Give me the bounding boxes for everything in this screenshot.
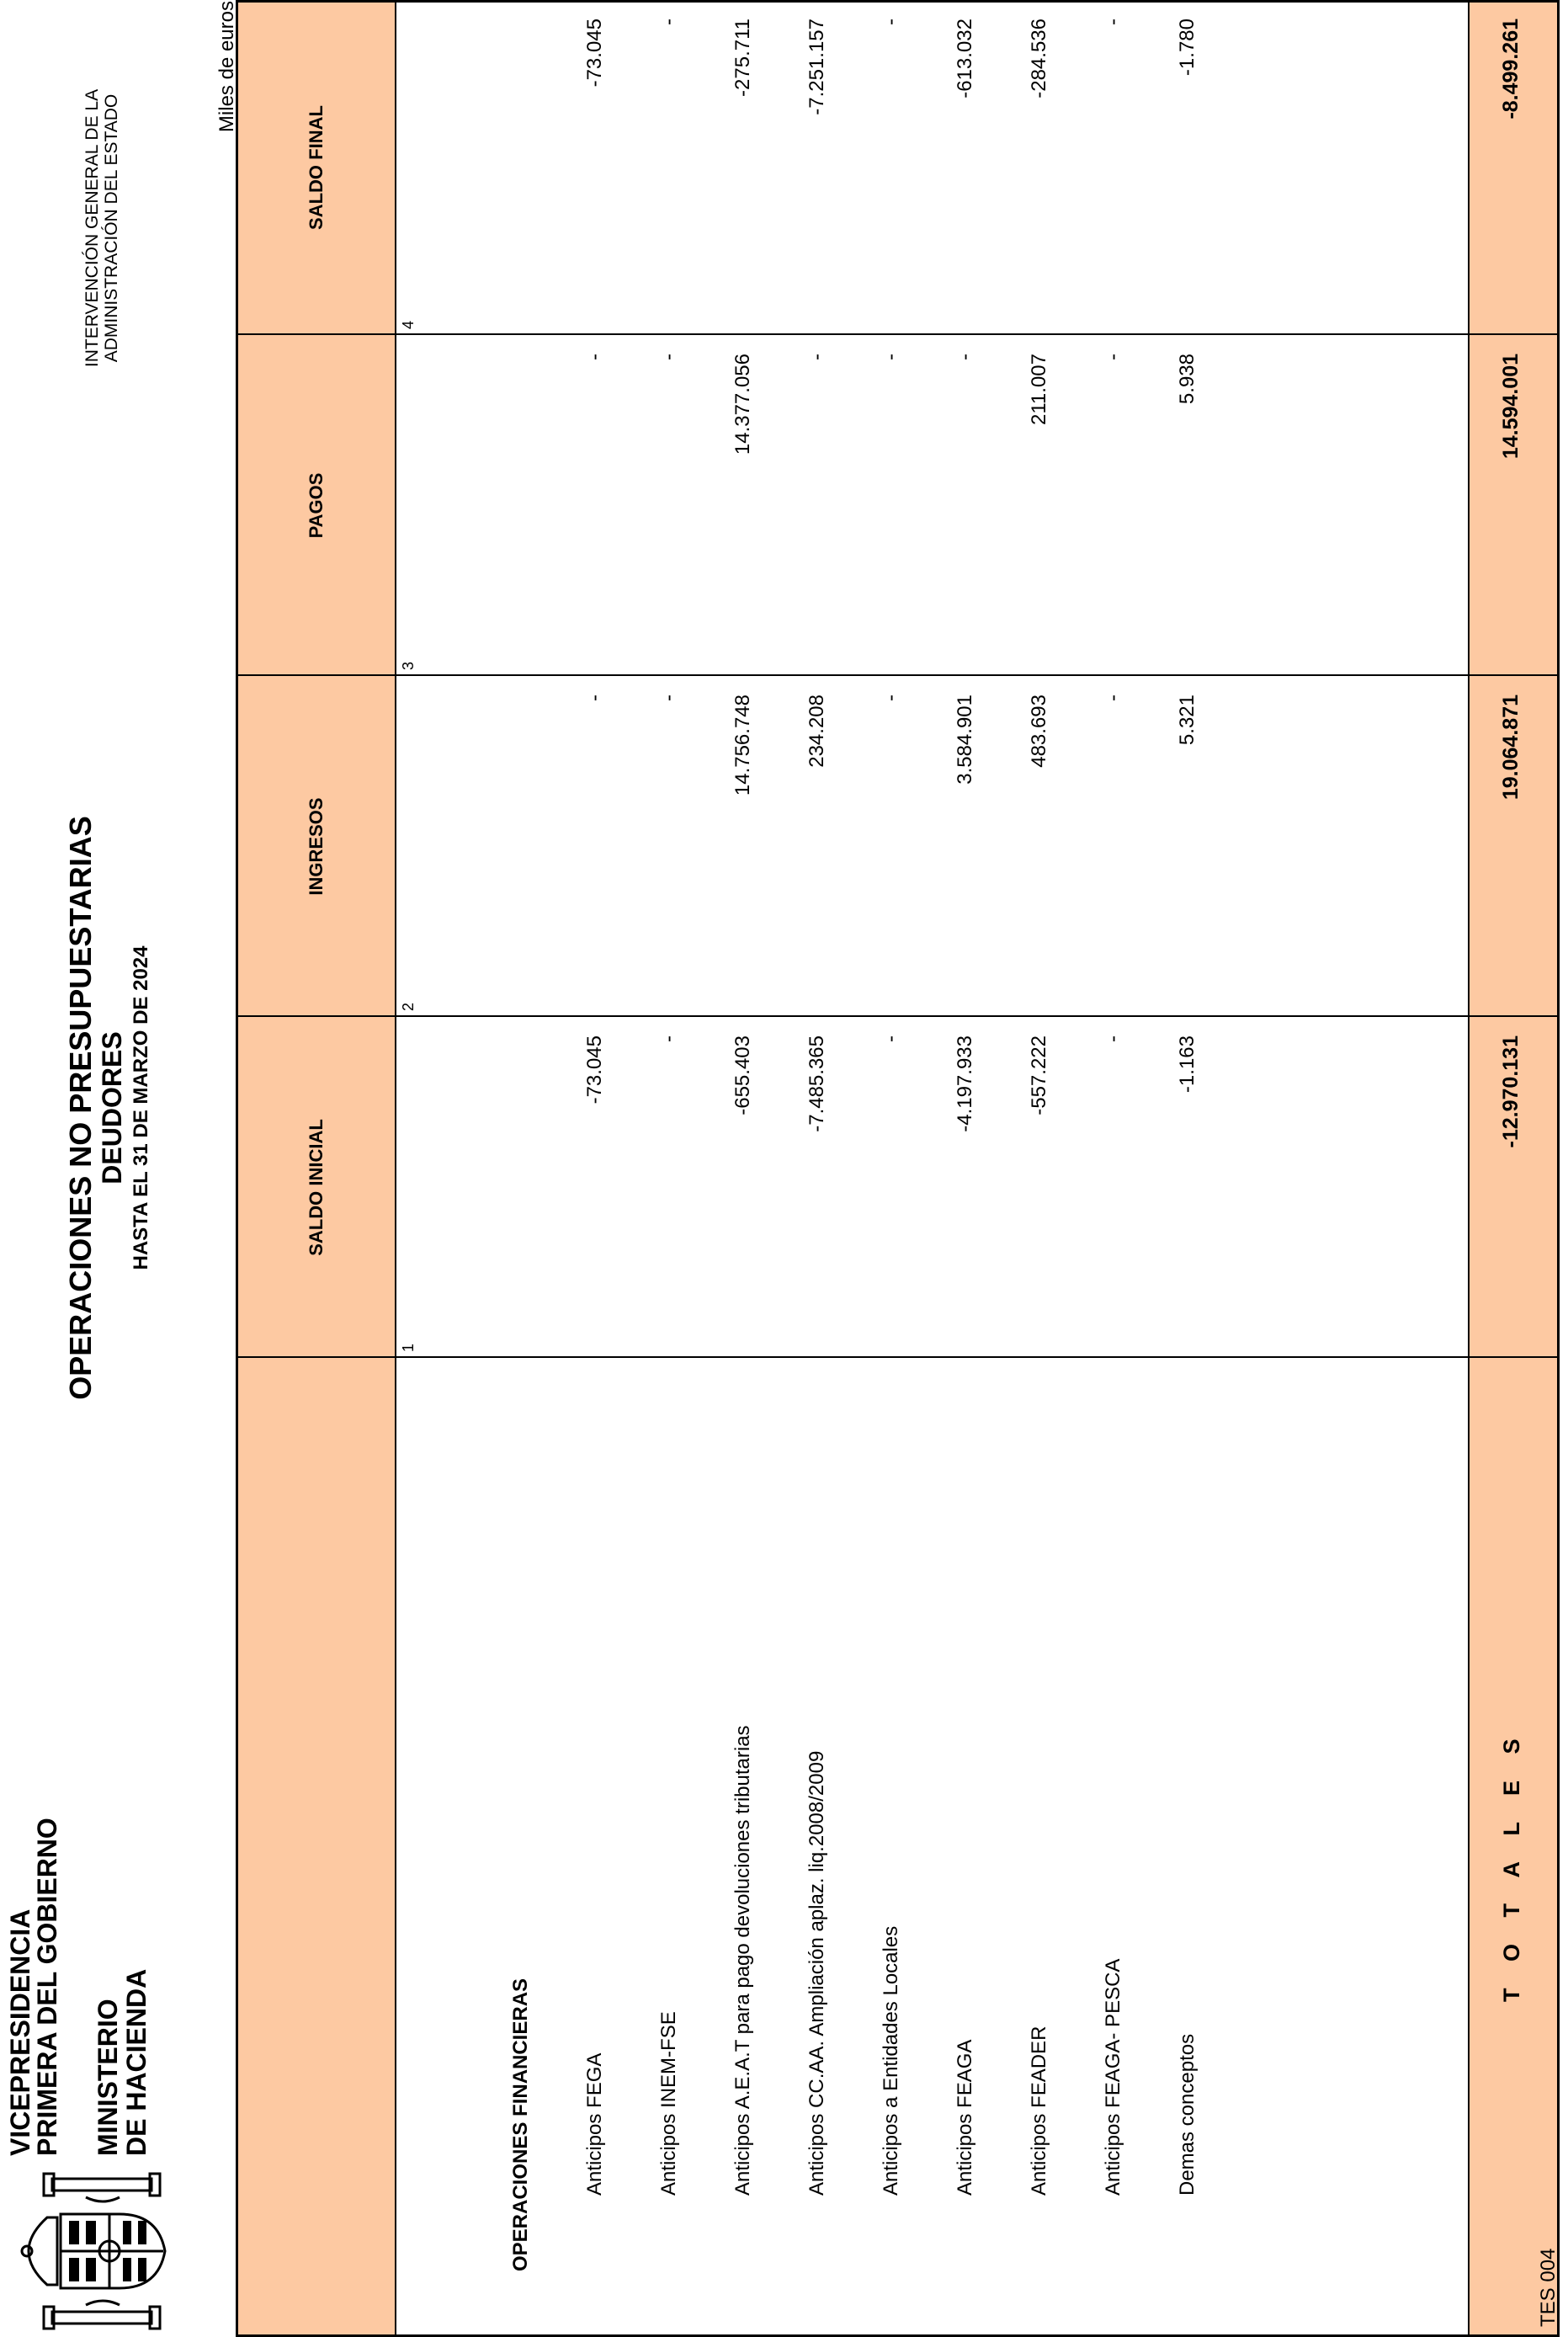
cell-ingresos: - xyxy=(880,695,902,701)
cell-saldo-inicial: - xyxy=(880,1035,902,1042)
cell-saldo-inicial: -655.403 xyxy=(731,1035,754,1115)
totals-label: T O T A L E S xyxy=(1499,1728,1524,2002)
cell-saldo-inicial: -557.222 xyxy=(1028,1035,1050,1115)
cell-saldo-final: - xyxy=(1102,19,1124,25)
total-saldo-final: -8.499.261 xyxy=(1499,19,1523,120)
form-code: TES 004 xyxy=(1537,2248,1560,2327)
cell-saldo-inicial: - xyxy=(1102,1035,1124,1042)
totals-divider xyxy=(1468,0,1470,2334)
cell-saldo-inicial: -1.163 xyxy=(1176,1035,1199,1094)
total-ingresos: 19.064.871 xyxy=(1499,695,1523,801)
col-header-ingresos: INGRESOS xyxy=(306,797,327,896)
debtors-table xyxy=(236,0,1560,2337)
coat-of-arms-graphic xyxy=(2,2167,170,2335)
cell-pagos: - xyxy=(880,354,902,360)
units-label: Miles de euros xyxy=(215,1,238,133)
cell-saldo-inicial: -7.485.365 xyxy=(805,1035,828,1132)
cell-saldo-final: -275.711 xyxy=(731,19,754,97)
cell-saldo-inicial: -73.045 xyxy=(583,1035,606,1105)
cell-ingresos: - xyxy=(657,695,680,701)
report-subtitle: DEUDORES xyxy=(97,1031,127,1184)
report-title: OPERACIONES NO PRESUPUESTARIAS xyxy=(63,816,98,1400)
cell-pagos: - xyxy=(583,354,606,360)
col-header-saldo-final: SALDO FINAL xyxy=(306,105,327,230)
cell-pagos: - xyxy=(1102,354,1124,360)
cell-pagos: - xyxy=(657,354,680,360)
col-number-2: 2 xyxy=(400,1002,417,1011)
row-label: Anticipos FEADER xyxy=(1028,2026,1050,2196)
cell-ingresos: - xyxy=(1102,695,1124,701)
row-label: Anticipos CC.AA. Ampliación aplaz. liq.2008/2009 xyxy=(805,1750,828,2196)
cell-pagos: 211.007 xyxy=(1028,354,1050,425)
igae-line-1: INTERVENCIÓN GENERAL DE LA xyxy=(82,88,102,368)
cell-ingresos: 14.756.748 xyxy=(731,695,754,796)
ministry-line-2: DE HACIENDA xyxy=(121,1968,151,2156)
row-label: Demas conceptos xyxy=(1176,2033,1199,2196)
igae-line-2: ADMINISTRACIÓN DEL ESTADO xyxy=(102,93,121,363)
cell-saldo-final: -1.780 xyxy=(1176,19,1199,77)
total-saldo-inicial: -12.970.131 xyxy=(1499,1035,1523,1148)
cell-saldo-final: - xyxy=(657,19,680,25)
cell-saldo-final: -613.032 xyxy=(954,19,976,98)
header-divider xyxy=(395,0,396,2334)
row-label: Anticipos FEAGA- PESCA xyxy=(1102,1958,1124,2196)
cell-saldo-inicial: -4.197.933 xyxy=(954,1035,976,1132)
cell-ingresos: 234.208 xyxy=(805,695,828,768)
org-line-2: PRIMERA DEL GOBIERNO xyxy=(32,1818,62,2156)
cell-ingresos: 483.693 xyxy=(1028,695,1050,768)
cell-pagos: - xyxy=(954,354,976,360)
col-number-1: 1 xyxy=(400,1343,417,1352)
row-label: Anticipos a Entidades Locales xyxy=(880,1925,902,2196)
report-date: HASTA EL 31 DE MARZO DE 2024 xyxy=(130,945,152,1270)
cell-ingresos: - xyxy=(583,695,606,701)
row-label: Anticipos FEAGA xyxy=(954,2039,976,2196)
total-pagos: 14.594.001 xyxy=(1499,354,1523,460)
row-label: Anticipos INEM-FSE xyxy=(657,2011,680,2196)
cell-pagos: - xyxy=(805,354,828,360)
row-label: Anticipos A.E.A.T para pago devoluciones tributarias xyxy=(731,1725,754,2196)
col-number-4: 4 xyxy=(400,320,417,329)
col-header-saldo-inicial: SALDO INICIAL xyxy=(306,1119,327,1256)
igae-label xyxy=(82,30,121,426)
cell-saldo-final: -284.536 xyxy=(1028,19,1050,98)
cell-saldo-inicial: - xyxy=(657,1035,680,1042)
cell-saldo-final: - xyxy=(880,19,902,25)
cell-ingresos: 5.321 xyxy=(1176,695,1199,746)
cell-ingresos: 3.584.901 xyxy=(954,695,976,785)
cell-pagos: 5.938 xyxy=(1176,354,1199,405)
ministry-line-1: MINISTERIO xyxy=(93,1999,123,2156)
section-title: OPERACIONES FINANCIERAS xyxy=(509,1978,532,2271)
row-label: Anticipos FEGA xyxy=(583,2052,606,2196)
cell-saldo-final: -73.045 xyxy=(583,19,606,88)
org-line-1: VICEPRESIDENCIA xyxy=(5,1908,35,2156)
col-number-3: 3 xyxy=(400,661,417,670)
cell-pagos: 14.377.056 xyxy=(731,354,754,455)
col-header-pagos: PAGOS xyxy=(306,472,327,539)
cell-saldo-final: -7.251.157 xyxy=(805,19,828,115)
